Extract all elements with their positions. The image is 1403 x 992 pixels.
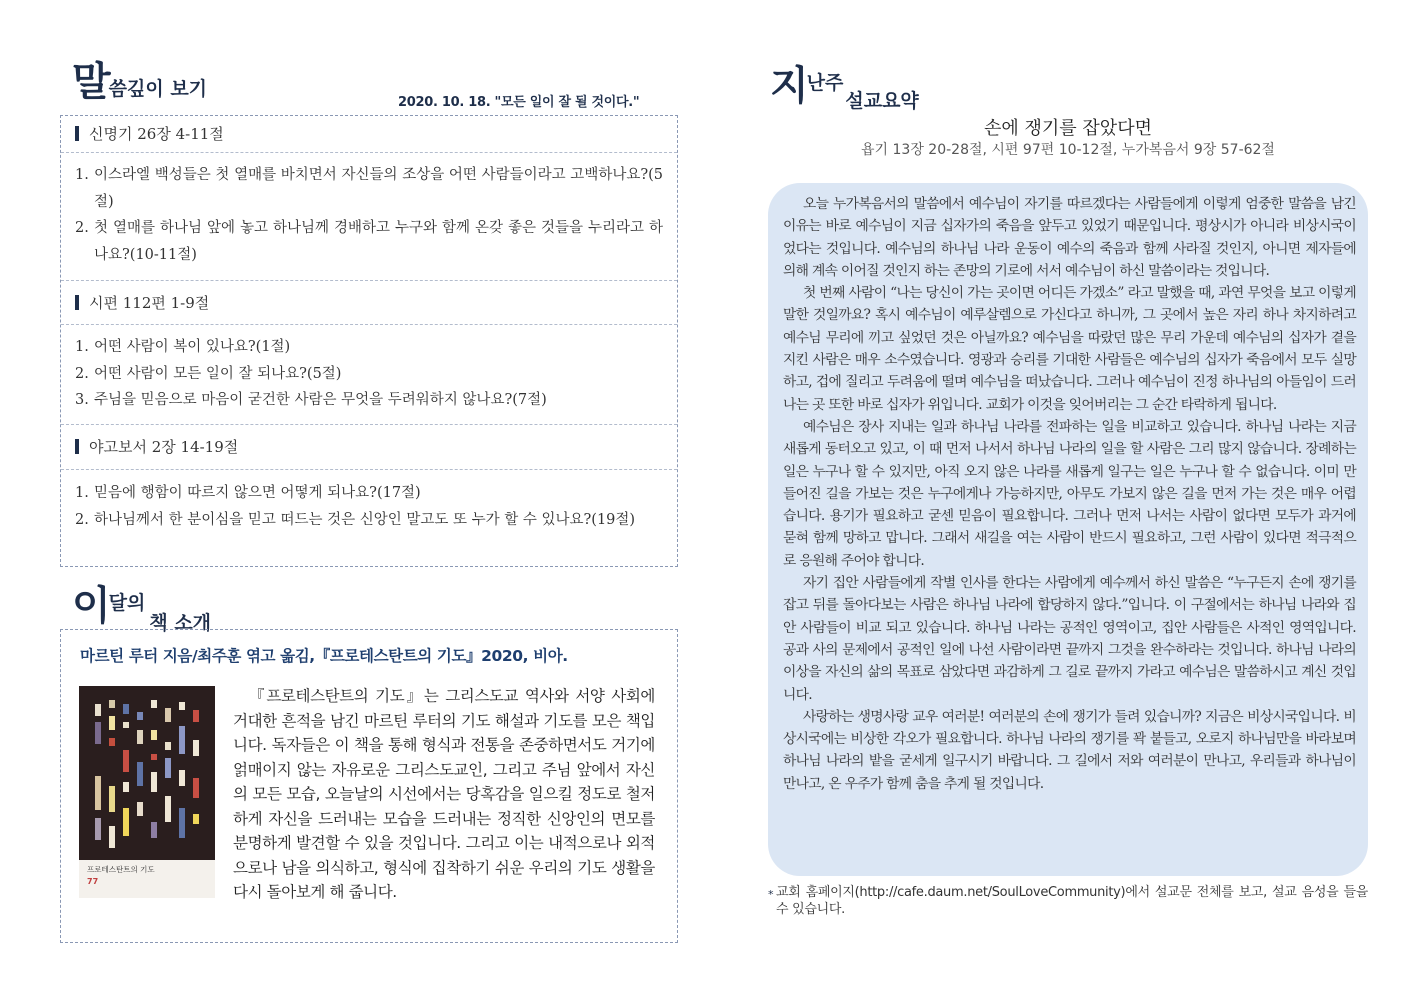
heading-rest: 설교요약 [845, 90, 919, 112]
scripture-title-text: 시편 112편 1-9절 [89, 294, 210, 312]
question-item: 1. 믿음에 행함이 따르지 않으면 어떻게 되나요?(17절) [75, 485, 421, 501]
scripture-title-text: 야고보서 2장 14-19절 [89, 438, 239, 456]
book-description: 『프로테스탄트의 기도』는 그리스도교 역사와 서양 사회에 거대한 흔적을 남긴 마르틴 루터의 기도 해설과 기도를 모은 책입니다. 독자들은 이 책을 통해 형식과 전통을 존중하면서도 거기에 얽매이지 않는 자유로운 그리스도교인, 그리고 주님 앞에서 자신의 모든 모습, 오늘날의 시선에서는 당혹감을 일으킬 정도로 철저하게 자신을 드러내는 모습을 드러내는 정직한 신앙인의 면모를 분명하게 발견할 수 있을 것입니다. 그리고 이는 내적으로나 외적으로나 남을 의식하고, 형식에 집착하기 쉬운 우리의 기도 생활을 다시 돌아보게 해 줍니다. [233, 687, 655, 901]
date-line: 2020. 10. 18. "모든 일이 잘 될 것이다." [398, 95, 640, 110]
scripture-title [61, 280, 677, 325]
question-item: 2. 하나님께서 한 분이심을 믿고 떠드는 것은 신앙인 말고도 또 누가 할 수 있나요?(19절) [75, 511, 636, 528]
sermon-title: 손에 쟁기를 잡았다면 [984, 118, 1152, 139]
heading-rest: 책 소개 [149, 612, 212, 634]
question-list [75, 334, 663, 414]
scripture-questions-box [60, 115, 678, 567]
book-cover-mark: 77 [87, 877, 99, 886]
footnote-text: 교회 홈페이지(http://cafe.daum.net/SoulLoveCommunity)에서 설교문 전체를 보고, 설교 음성을 들을 수 있습니다. [776, 885, 1368, 917]
question-list [75, 162, 663, 268]
scripture-title [61, 116, 677, 153]
book-cover-title: 프로테스탄트의 기도 [87, 865, 155, 874]
section-heading-sermon [770, 54, 919, 111]
sermon-references: 욥기 13장 20-28절, 시편 97편 10-12절, 누가복음서 9장 57-62절 [861, 142, 1275, 158]
question-item: 3. 주님을 믿음으로 마음이 굳건한 사람은 무엇을 두려워하지 않나요?(7절) [75, 392, 547, 408]
question-item: 1. 어떤 사람이 복이 있나요?(1절) [75, 339, 291, 355]
heading-big-letter: 지 [770, 63, 807, 109]
question-list [75, 480, 663, 533]
question-item: 2. 첫 열매를 하나님 앞에 놓고 하나님께 경배하고 누구와 함께 온갖 좋은 것들을 누리라고 하나요?(10-11절) [75, 220, 663, 263]
title-bar [75, 295, 79, 310]
sermon-summary-box [768, 183, 1368, 876]
heading-rest: 씀깊이 보기 [108, 78, 208, 100]
book-cover-pattern [79, 686, 215, 860]
heading-mid: 난주 [806, 72, 844, 94]
sermon-paragraph: 자기 집안 사람들에게 작별 인사를 한다는 사람에게 예수께서 하신 말씀은 “누구든지 손에 쟁기를 잡고 뒤를 돌아다보는 사람은 하나님 나라에 합당하지 않다.”입니다. 이 구절에서는 하나님 나라와 집안 사람들이 비교 되고 있습니다. 하나님 나라는 공적인 영역이고, 집안 사람들은 사적인 영역입니다. 공과 사의 문제에서 공적인 일에 나선 사람이라면 끝까지 그것을 완수하라는 것입니다. 하나님 나라의 이상을 자신의 삶의 목표로 삼았다면 과감하게 그 길로 끝까지 가라고 예수님은 말씀하시고 계신 것입니다. [783, 575, 1356, 703]
book-intro-box [60, 629, 678, 943]
heading-big-letter: 이 [72, 583, 109, 629]
scripture-title-text: 신명기 26장 4-11절 [89, 125, 224, 143]
sermon-paragraph: 오늘 누가복음서의 말씀에서 예수님이 자기를 따르겠다는 사람들에게 이렇게 엄중한 말씀을 남긴 이유는 바로 예수님이 지금 십자가의 죽음을 앞두고 있었기 때문입니다. 평상시가 아니라 비상시국이었다는 것입니다. 예수님의 하나님 나라 운동이 예수의 죽음과 함께 사라질 것인지, 아니면 제자들에 의해 계속 이어질 것인지 하는 존망의 기로에 서서 예수님이 하신 말씀이라는 것입니다. [783, 196, 1356, 279]
book-cover-image [79, 686, 215, 898]
footnote-star: * [768, 888, 774, 901]
heading-mid: 달의 [108, 592, 146, 614]
title-bar [75, 126, 79, 141]
sermon-paragraph: 예수님은 장사 지내는 일과 하나님 나라를 전파하는 일을 비교하고 있습니다. 하나님 나라는 지금 새롭게 동터오고 있고, 이 때 먼저 나서서 하나님 나라의 일을 할 사람은 그리 많지 않습니다. 장례하는 일은 누구나 할 수 있지만, 아직 오지 않은 나라를 새롭게 일구는 일은 누구나 할 수 없습니다. 이미 만들어진 길을 가보는 것은 누구에게나 가능하지만, 아무도 가보지 않은 길을 먼저 가는 것은 매우 어렵습니다. 용기가 필요하고 굳센 믿음이 필요합니다. 그러나 먼저 나서는 사람이 없다면 모두가 과거에 묻혀 함께 망하고 맙니다. 그래서 새길을 여는 사람이 반드시 필요하고, 그런 사람이 있다면 적극적으로 응원해 주어야 합니다. [783, 418, 1356, 569]
sermon-paragraph: 첫 번째 사람이 “나는 당신이 가는 곳이면 어디든 가겠소” 라고 말했을 때, 과연 무엇을 보고 이렇게 말한 것일까요? 혹시 예수님이 예루살렘으로 가신다고 하니까, 그 곳에서 높은 자리 하나 차지하려고 예수님 무리에 끼고 싶었던 것은 아닐까요? 예수님을 따랐던 많은 무리 가운데 예수님의 십자가 곁을 지킨 사람은 매우 소수였습니다. 영광과 승리를 기대한 사람들은 예수님의 십자가 죽음에서 모두 실망하고, 겁에 질리고 두려움에 떨며 예수님을 떠났습니다. 그러나 예수님이 진정 하나님의 아들임이 드러나는 곳 또한 바로 십자가 위입니다. 교회가 이것을 잊어버리는 그 순간 타락하게 됩니다. [783, 285, 1356, 413]
footnote [768, 884, 1368, 918]
question-item: 2. 어떤 사람이 모든 일이 잘 되나요?(5절) [75, 365, 342, 382]
section-heading-book [72, 574, 212, 634]
sermon-paragraph: 사랑하는 생명사랑 교우 여러분! 여러분의 손에 쟁기가 들려 있습니까? 지금은 비상시국입니다. 비상시국에는 비상한 각오가 필요합니다. 하나님 나라의 쟁기를 꽉 붙들고, 오로지 하나님만을 바라보며 하나님 나라의 밭을 굳세게 일구시기 바랍니다. 그 길에서 저와 여러분이 만나고, 우리들과 하나님이 만나고, 온 우주가 함께 춤을 추게 될 것입니다. [783, 708, 1356, 792]
book-title: 마르틴 루터 지음/최주훈 엮고 옮김,『프로테스탄트의 기도』2020, 비아. [80, 647, 568, 665]
book-cover-footer [79, 860, 215, 898]
section-heading-word-study [72, 50, 207, 107]
scripture-title [61, 424, 677, 470]
question-item: 1. 이스라엘 백성들은 첫 열매를 바치면서 자신들의 조상을 어떤 사람들이라고 고백하나요?(5절) [75, 167, 663, 210]
title-bar [75, 439, 79, 454]
heading-big-letter: 말 [72, 59, 109, 105]
